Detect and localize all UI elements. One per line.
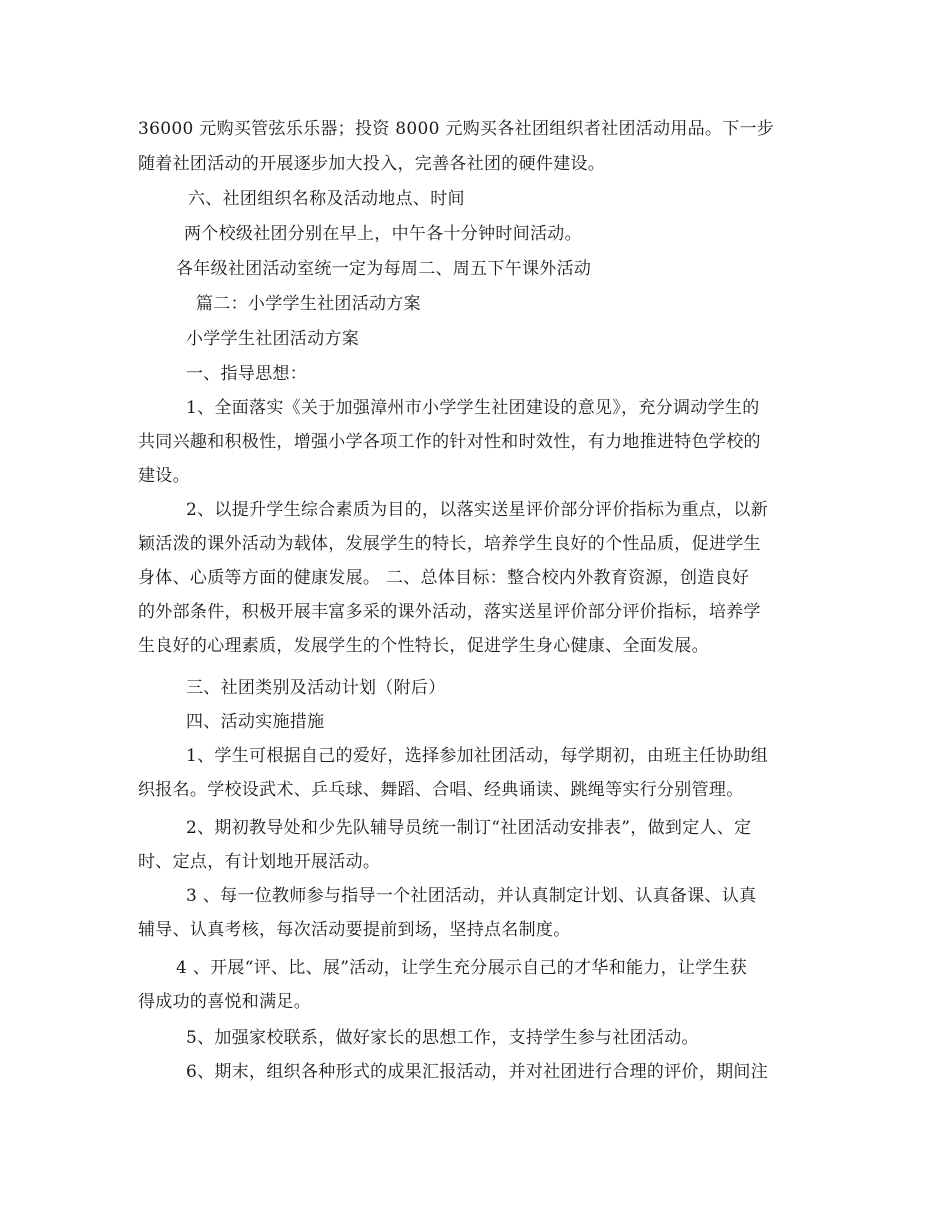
section-heading: 六、社团组织名称及活动地点、时间 [188,189,465,209]
text-line: 6、期末，组织各种形式的成果汇报活动，并对社团进行合理的评价，期间注 [186,1062,769,1082]
document-title: 小学学生社团活动方案 [186,329,359,349]
chapter-title: 篇二：小学学生社团活动方案 [196,294,421,314]
section-heading: 一、指导思想： [186,364,308,384]
text-line: 36000 元购买管弦乐乐器；投资 8000 元购买各社团组织者社团活动用品。下一步 [138,119,775,139]
text-line: 3 、每一位教师参与指导一个社团活动，并认真制定计划、认真备课、认真 [186,886,757,906]
text-line: 两个校级社团分别在早上，中午各十分钟时间活动。 [184,224,582,244]
text-line: 颖活泼的课外活动为载体，发展学生的特长，培养学生良好的个性品质，促进学生 [138,534,761,554]
text-line: 身体、心质等方面的健康发展。 二、总体目标：整合校内外教育资源，创造良好 [138,568,750,588]
text-line: 建设。 [138,466,190,486]
text-line: 各年级社团活动室统一定为每周二、周五下午课外活动 [176,259,592,279]
text-line: 辅导、认真考核，每次活动要提前到场，坚持点名制度。 [138,920,571,940]
text-line: 2、期初教导处和少先队辅导员统一制订“社团活动安排表”，做到定人、定 [186,818,752,838]
text-line: 2、以提升学生综合素质为目的，以落实送星评价部分评价指标为重点，以新 [186,500,769,520]
section-heading: 四、活动实施措施 [186,712,325,732]
text-line: 1、学生可根据自己的爱好，选择参加社团活动，每学期初，由班主任协助组 [186,746,769,766]
text-line: 织报名。学校设武术、乒乓球、舞蹈、合唱、经典诵读、跳绳等实行分别管理。 [138,780,744,800]
text-line: 1、全面落实《关于加强漳州市小学学生社团建设的意见》，充分调动学生的 [186,398,760,418]
text-line: 4 、开展“评、比、展”活动，让学生充分展示自己的才华和能力，让学生获 [176,958,748,978]
text-line: 得成功的喜悦和满足。 [138,992,311,1012]
text-line: 随着社团活动的开展逐步加大投入，完善各社团的硬件建设。 [138,154,606,174]
text-line: 生良好的心理素质，发展学生的个性特长，促进学生身心健康、全面发展。 [138,636,709,656]
text-line: 的外部条件，积极开展丰富多采的课外活动，落实送星评价部分评价指标，培养学 [138,602,761,622]
section-heading: 三、社团类别及活动计划（附后） [186,678,446,698]
text-line: 时、定点，有计划地开展活动。 [138,852,381,872]
text-line: 5、加强家校联系，做好家长的思想工作，支持学生参与社团活动。 [186,1028,699,1048]
text-line: 共同兴趣和积极性，增强小学各项工作的针对性和时效性，有力地推进特色学校的 [138,432,761,452]
